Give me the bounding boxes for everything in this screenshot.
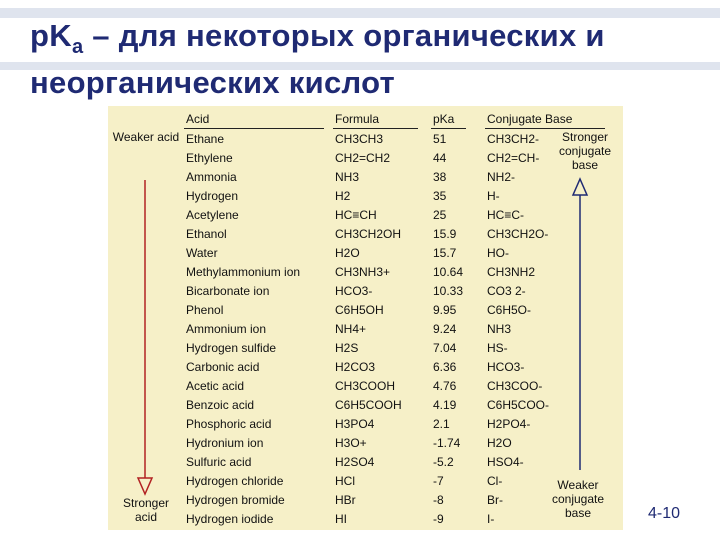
acid-name: Phenol (186, 303, 224, 317)
conjugate-base: HS- (487, 341, 508, 355)
conjugate-base: C6H5O- (487, 303, 532, 317)
pka-value: -9 (433, 512, 444, 526)
acid-name: Ammonium ion (186, 322, 267, 336)
formula: CH3CH2OH (335, 227, 402, 241)
header-acid: Acid (186, 112, 210, 126)
acid-name: Methylammonium ion (186, 265, 301, 279)
conjugate-base: HC≡C- (487, 208, 524, 222)
formula: H2CO3 (335, 360, 376, 374)
conjugate-base: HCO3- (487, 360, 525, 374)
conjugate-base: HO- (487, 246, 509, 260)
acid-name: Ethane (186, 132, 225, 146)
formula: HC≡CH (335, 208, 377, 222)
header-conjugate-base: Conjugate Base (487, 112, 573, 126)
acid-name: Sulfuric acid (186, 455, 252, 469)
formula: H2S (335, 341, 359, 355)
formula: NH3 (335, 170, 360, 184)
pka-value: -7 (433, 474, 444, 488)
header-rule (431, 128, 466, 129)
formula: CH3CH3 (335, 132, 384, 146)
acid-name: Ammonia (186, 170, 237, 184)
conjugate-base: H2PO4- (487, 417, 531, 431)
conjugate-base: CH3CH2- (487, 132, 540, 146)
conjugate-base: HSO4- (487, 455, 524, 469)
acid-name: Water (186, 246, 218, 260)
pka-value: 10.33 (433, 284, 464, 298)
acid-name: Hydrogen iodide (186, 512, 274, 526)
formula: H2 (335, 189, 351, 203)
header-rule (485, 128, 605, 129)
pka-value: -1.74 (433, 436, 461, 450)
pka-value: 4.76 (433, 379, 457, 393)
formula: HI (335, 512, 347, 526)
conjugate-base: NH2- (487, 170, 516, 184)
conjugate-base: Br- (487, 493, 503, 507)
pka-value: 25 (433, 208, 447, 222)
pka-value: 9.95 (433, 303, 457, 317)
acid-name: Phosphoric acid (186, 417, 272, 431)
acid-name: Benzoic acid (186, 398, 255, 412)
header-formula: Formula (335, 112, 380, 126)
acid-name: Ethanol (186, 227, 227, 241)
stronger-acid-label: Stronger acid (122, 496, 170, 524)
pka-value: 10.64 (433, 265, 464, 279)
formula: H2O (335, 246, 360, 260)
formula: HCO3- (335, 284, 373, 298)
slide-title: $pK_a$ – для некоторых органических и неорганических кислот (30, 18, 605, 101)
conjugate-base: H2O (487, 436, 512, 450)
formula: C6H5OH (335, 303, 384, 317)
slide-number: 4-10 (648, 505, 681, 522)
weaker-base-label: Weaker conjugate base (551, 478, 605, 520)
pka-value: 35 (433, 189, 447, 203)
pka-value: 9.24 (433, 322, 457, 336)
acid-name: Carbonic acid (186, 360, 260, 374)
conjugate-base: CH3COO- (487, 379, 543, 393)
pka-value: 38 (433, 170, 447, 184)
weaker-acid-label: Weaker acid (112, 130, 180, 144)
acid-name: Hydrogen chloride (186, 474, 284, 488)
formula: CH2=CH2 (335, 151, 391, 165)
conjugate-base: NH3 (487, 322, 512, 336)
pka-value: 44 (433, 151, 447, 165)
pka-value: -5.2 (433, 455, 454, 469)
stronger-base-label: Stronger conjugate base (558, 130, 612, 172)
background-stripe (0, 8, 720, 18)
conjugate-base: I- (487, 512, 495, 526)
acid-name: Hydrogen sulfide (186, 341, 277, 355)
acid-name: Hydrogen bromide (186, 493, 285, 507)
conjugate-base: Cl- (487, 474, 503, 488)
formula: NH4+ (335, 322, 367, 336)
conjugate-base: H- (487, 189, 500, 203)
formula: CH3NH3+ (335, 265, 391, 279)
formula: HCl (335, 474, 355, 488)
formula: H3O+ (335, 436, 367, 450)
pka-value: 51 (433, 132, 447, 146)
formula: H2SO4 (335, 455, 375, 469)
header-rule (333, 128, 418, 129)
pka-value: 15.7 (433, 246, 457, 260)
conjugate-base: CH3NH2 (487, 265, 536, 279)
pka-value: 7.04 (433, 341, 457, 355)
pka-value: 2.1 (433, 417, 450, 431)
acid-name: Bicarbonate ion (186, 284, 270, 298)
pka-value: 15.9 (433, 227, 457, 241)
conjugate-base: CO3 2- (487, 284, 526, 298)
acid-name: Acetic acid (186, 379, 245, 393)
formula: CH3COOH (335, 379, 396, 393)
formula: H3PO4 (335, 417, 375, 431)
acid-name: Hydronium ion (186, 436, 264, 450)
header-pka: pKa (433, 112, 455, 126)
acid-name: Ethylene (186, 151, 233, 165)
conjugate-base: C6H5COO- (487, 398, 550, 412)
formula: C6H5COOH (335, 398, 402, 412)
conjugate-base: CH2=CH- (487, 151, 540, 165)
acid-name: Hydrogen (186, 189, 239, 203)
acid-name: Acetylene (186, 208, 239, 222)
conjugate-base: CH3CH2O- (487, 227, 549, 241)
pka-value: 6.36 (433, 360, 457, 374)
pka-value: 4.19 (433, 398, 457, 412)
pka-value: -8 (433, 493, 444, 507)
formula: HBr (335, 493, 356, 507)
header-rule (184, 128, 324, 129)
